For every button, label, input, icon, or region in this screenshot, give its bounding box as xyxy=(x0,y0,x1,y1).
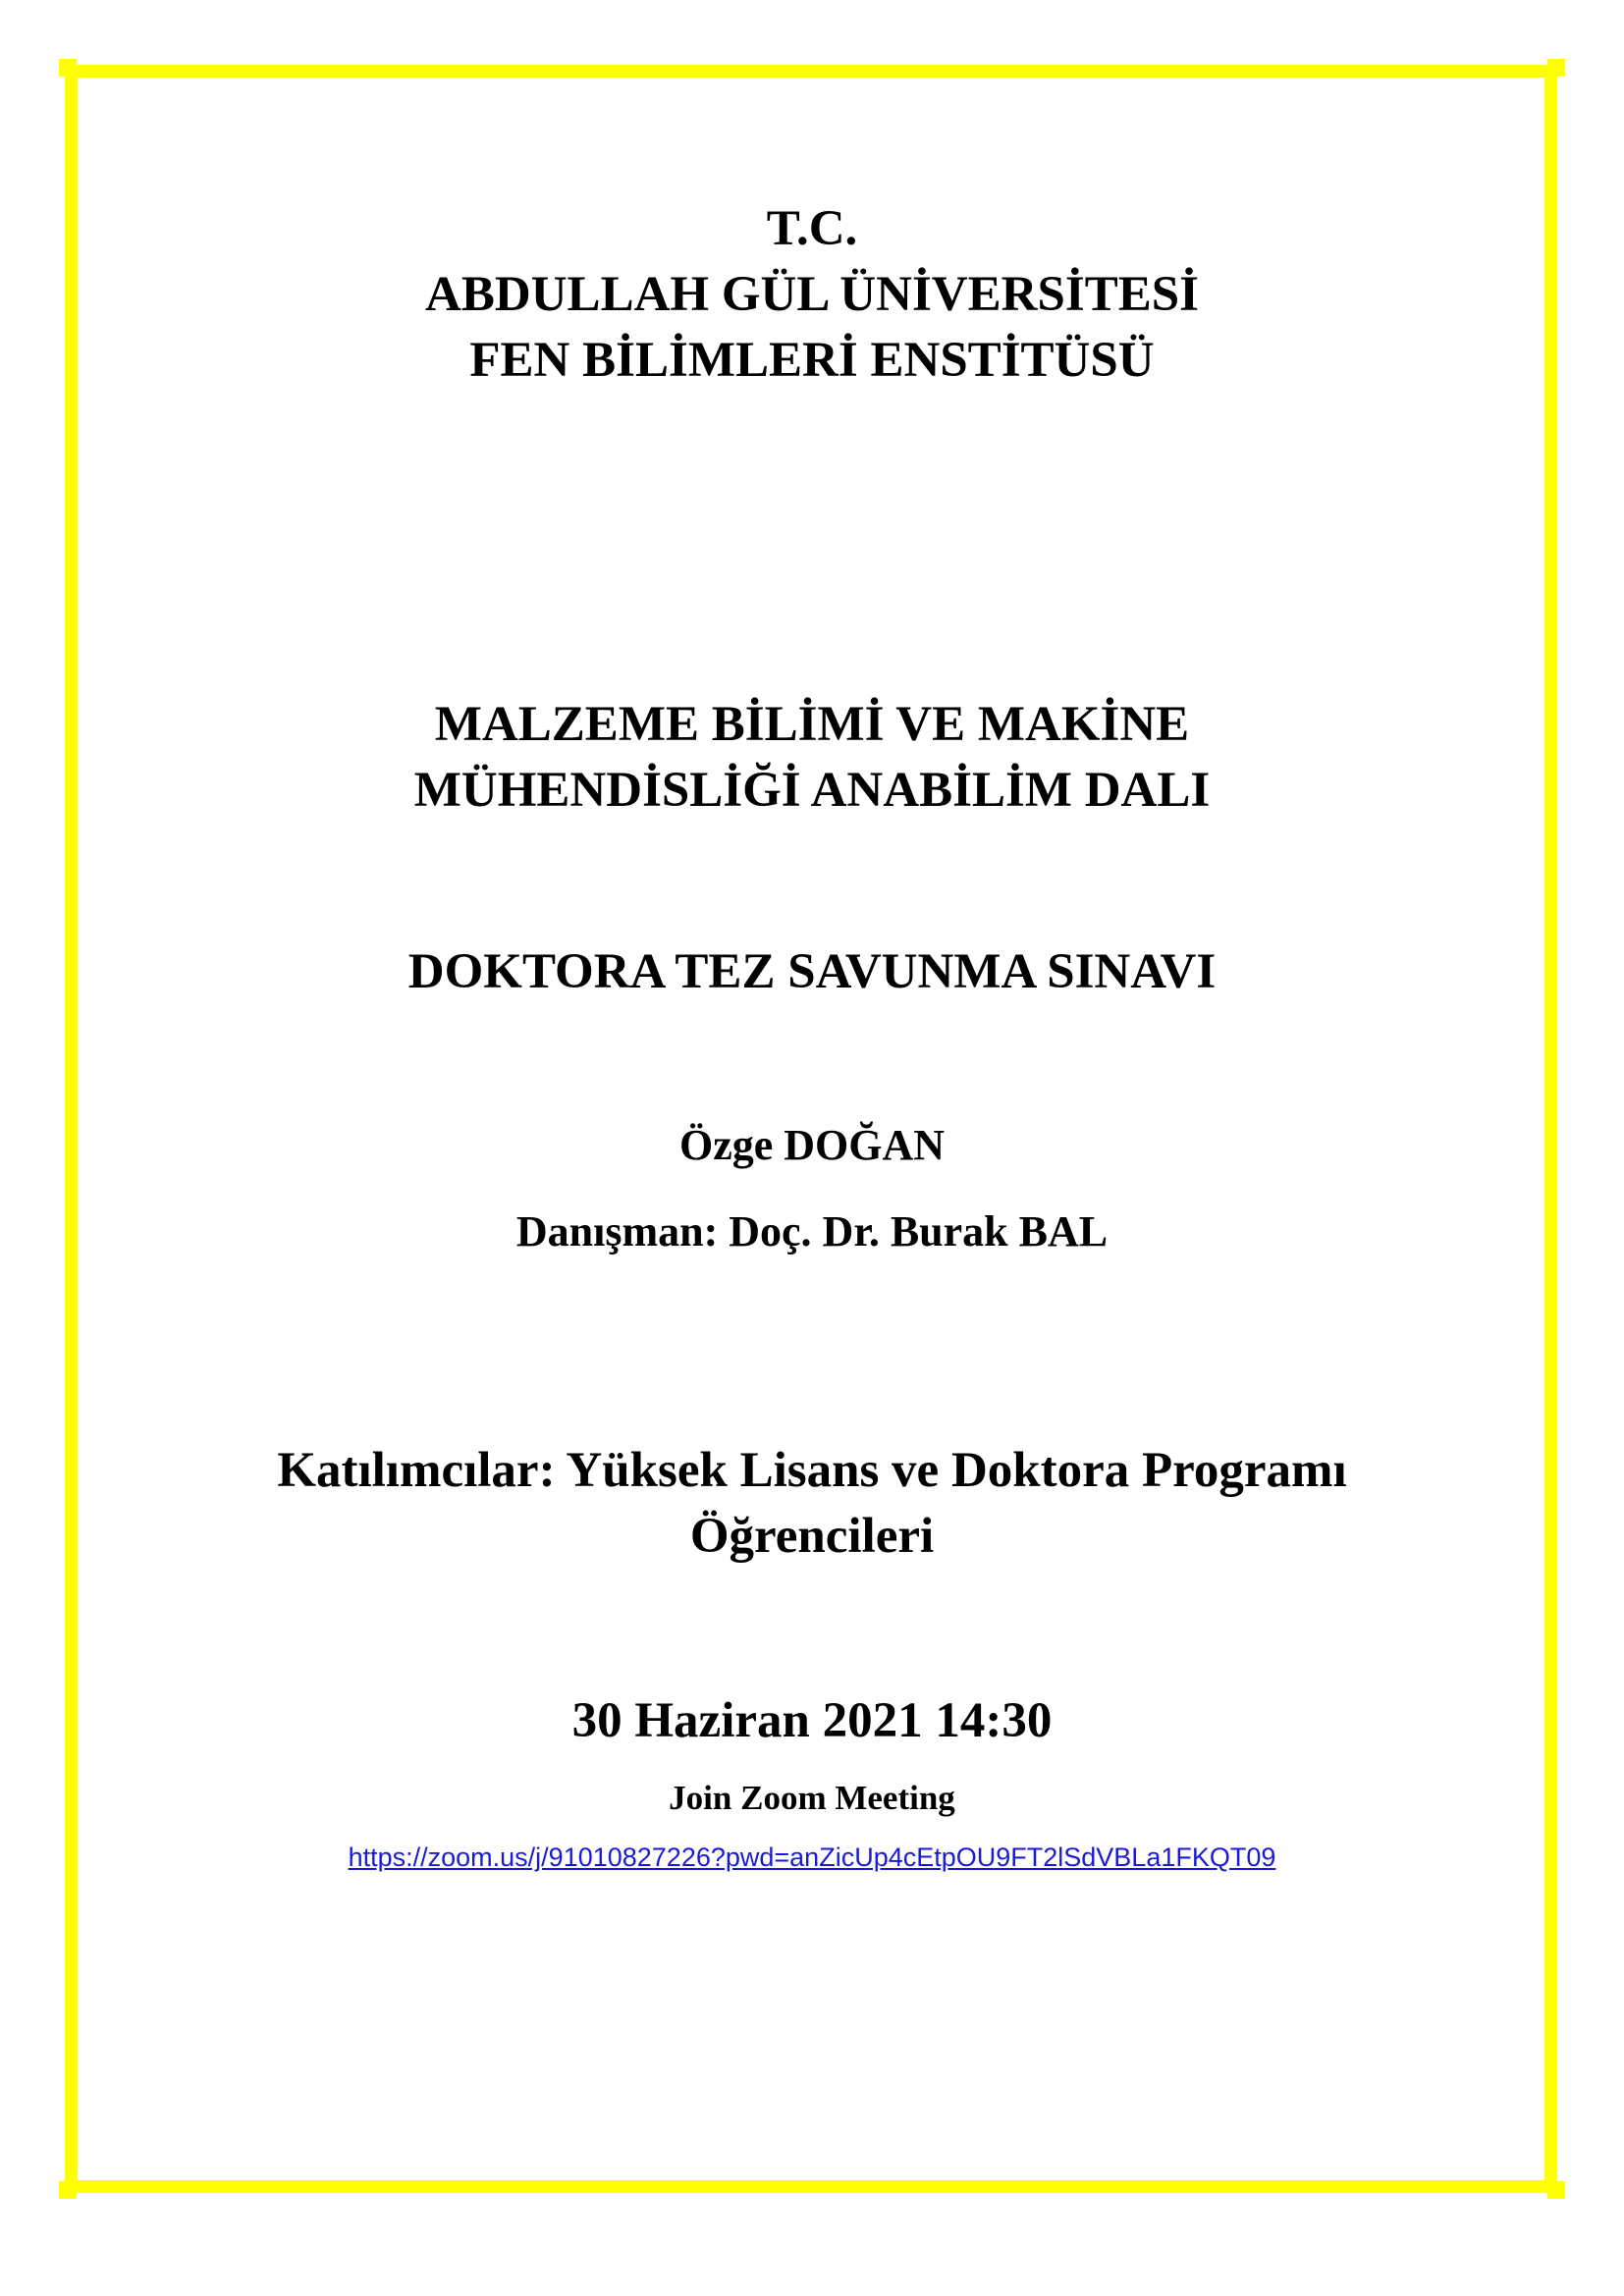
department-line-1: MALZEME BİLİMİ VE MAKİNE xyxy=(434,697,1190,752)
border-corner-top-right xyxy=(1547,59,1565,77)
zoom-meeting-link[interactable]: https://zoom.us/j/91010827226?pwd=anZicUp4cEtpOU9FT2lSdVBLa1FKQT09 xyxy=(348,1842,1276,1872)
zoom-link-container xyxy=(0,1840,1624,1875)
department-line-2: MÜHENDİSLİĞİ ANABİLİM DALI xyxy=(413,763,1211,818)
university-name: ABDULLAH GÜL ÜNİVERSİTESİ xyxy=(425,267,1199,322)
advisor-name: Danışman: Doç. Dr. Burak BAL xyxy=(515,1207,1109,1255)
candidate-name: Özge DOĞAN xyxy=(678,1121,946,1169)
zoom-meeting-label: Join Zoom Meeting xyxy=(669,1779,955,1817)
border-corner-bottom-left xyxy=(59,2181,77,2199)
country-abbreviation: T.C. xyxy=(766,201,858,256)
participants-line-1: Katılımcılar: Yüksek Lisans ve Doktora Programı xyxy=(277,1443,1347,1498)
participants-line-2: Öğrencileri xyxy=(689,1509,935,1564)
exam-title: DOKTORA TEZ SAVUNMA SINAVI xyxy=(407,944,1217,999)
border-corner-top-left xyxy=(59,59,77,77)
border-corner-bottom-right xyxy=(1547,2181,1565,2199)
participants xyxy=(0,1438,1624,1570)
exam-datetime: 30 Haziran 2021 14:30 xyxy=(571,1693,1053,1748)
department-title xyxy=(0,692,1624,824)
institution-header xyxy=(0,196,1624,394)
institute-name: FEN BİLİMLERİ ENSTİTÜSÜ xyxy=(469,333,1155,388)
